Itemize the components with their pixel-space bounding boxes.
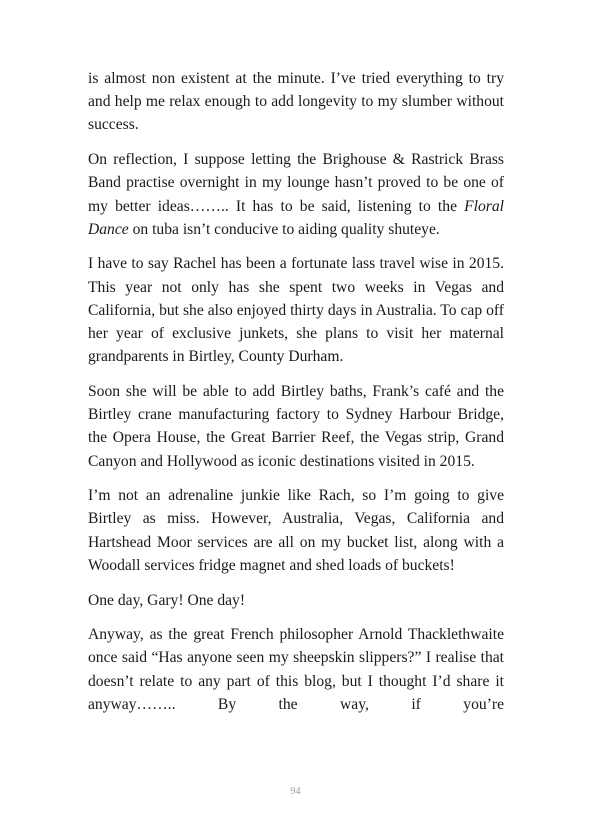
page-number: 94 <box>290 786 301 797</box>
paragraph-5: I’m not an adrenaline junkie like Rach, so I’m going to give Birtley as miss. However, Australia, Vegas, California and Hartshead Moor services are all on my bucket list, along with a Woodall services fridge magnet and shed loads of buckets! <box>88 487 504 574</box>
paragraph-2-text: On reflection, I suppose letting the Brighouse & Rastrick Brass Band practise overnight in my lounge hasn’t proved to be one of my better ideas…….. It has to be said, listening to the <box>88 151 504 215</box>
paragraph-7: Anyway, as the great French philosopher Arnold Thacklethwaite once said “Has anyone seen my sheepskin slippers?” I realise that doesn’t relate to any part of this blog, but I thought I’d share it anyway…….. By the way, if you’re <box>88 626 504 713</box>
paragraph-4: Soon she will be able to add Birtley baths, Frank’s café and the Birtley crane manufacturing factory to Sydney Harbour Bridge, the Opera House, the Great Barrier Reef, the Vegas strip, Grand Canyon and Hollywood as iconic destinations visited in 2015. <box>88 382 504 470</box>
paragraph-1: is almost non existent at the minute. I’ve tried everything to try and help me relax enough to add longevity to my slumber without success. <box>88 70 504 134</box>
song-title: Floral Dance <box>88 197 504 238</box>
paragraph-2 <box>88 148 504 241</box>
page-body <box>88 67 504 728</box>
paragraph-3: I have to say Rachel has been a fortunate lass travel wise in 2015. This year not only has she spent two weeks in Vegas and California, but she also enjoyed thirty days in Australia. To cap off her year of exclusive junkets, she plans to visit her maternal grandparents in Birtley, County Durham. <box>88 255 504 366</box>
paragraph-6: One day, Gary! One day! <box>88 591 246 609</box>
paragraph-2-tail: on tuba isn’t conducive to aiding quality shuteye. <box>128 220 440 238</box>
